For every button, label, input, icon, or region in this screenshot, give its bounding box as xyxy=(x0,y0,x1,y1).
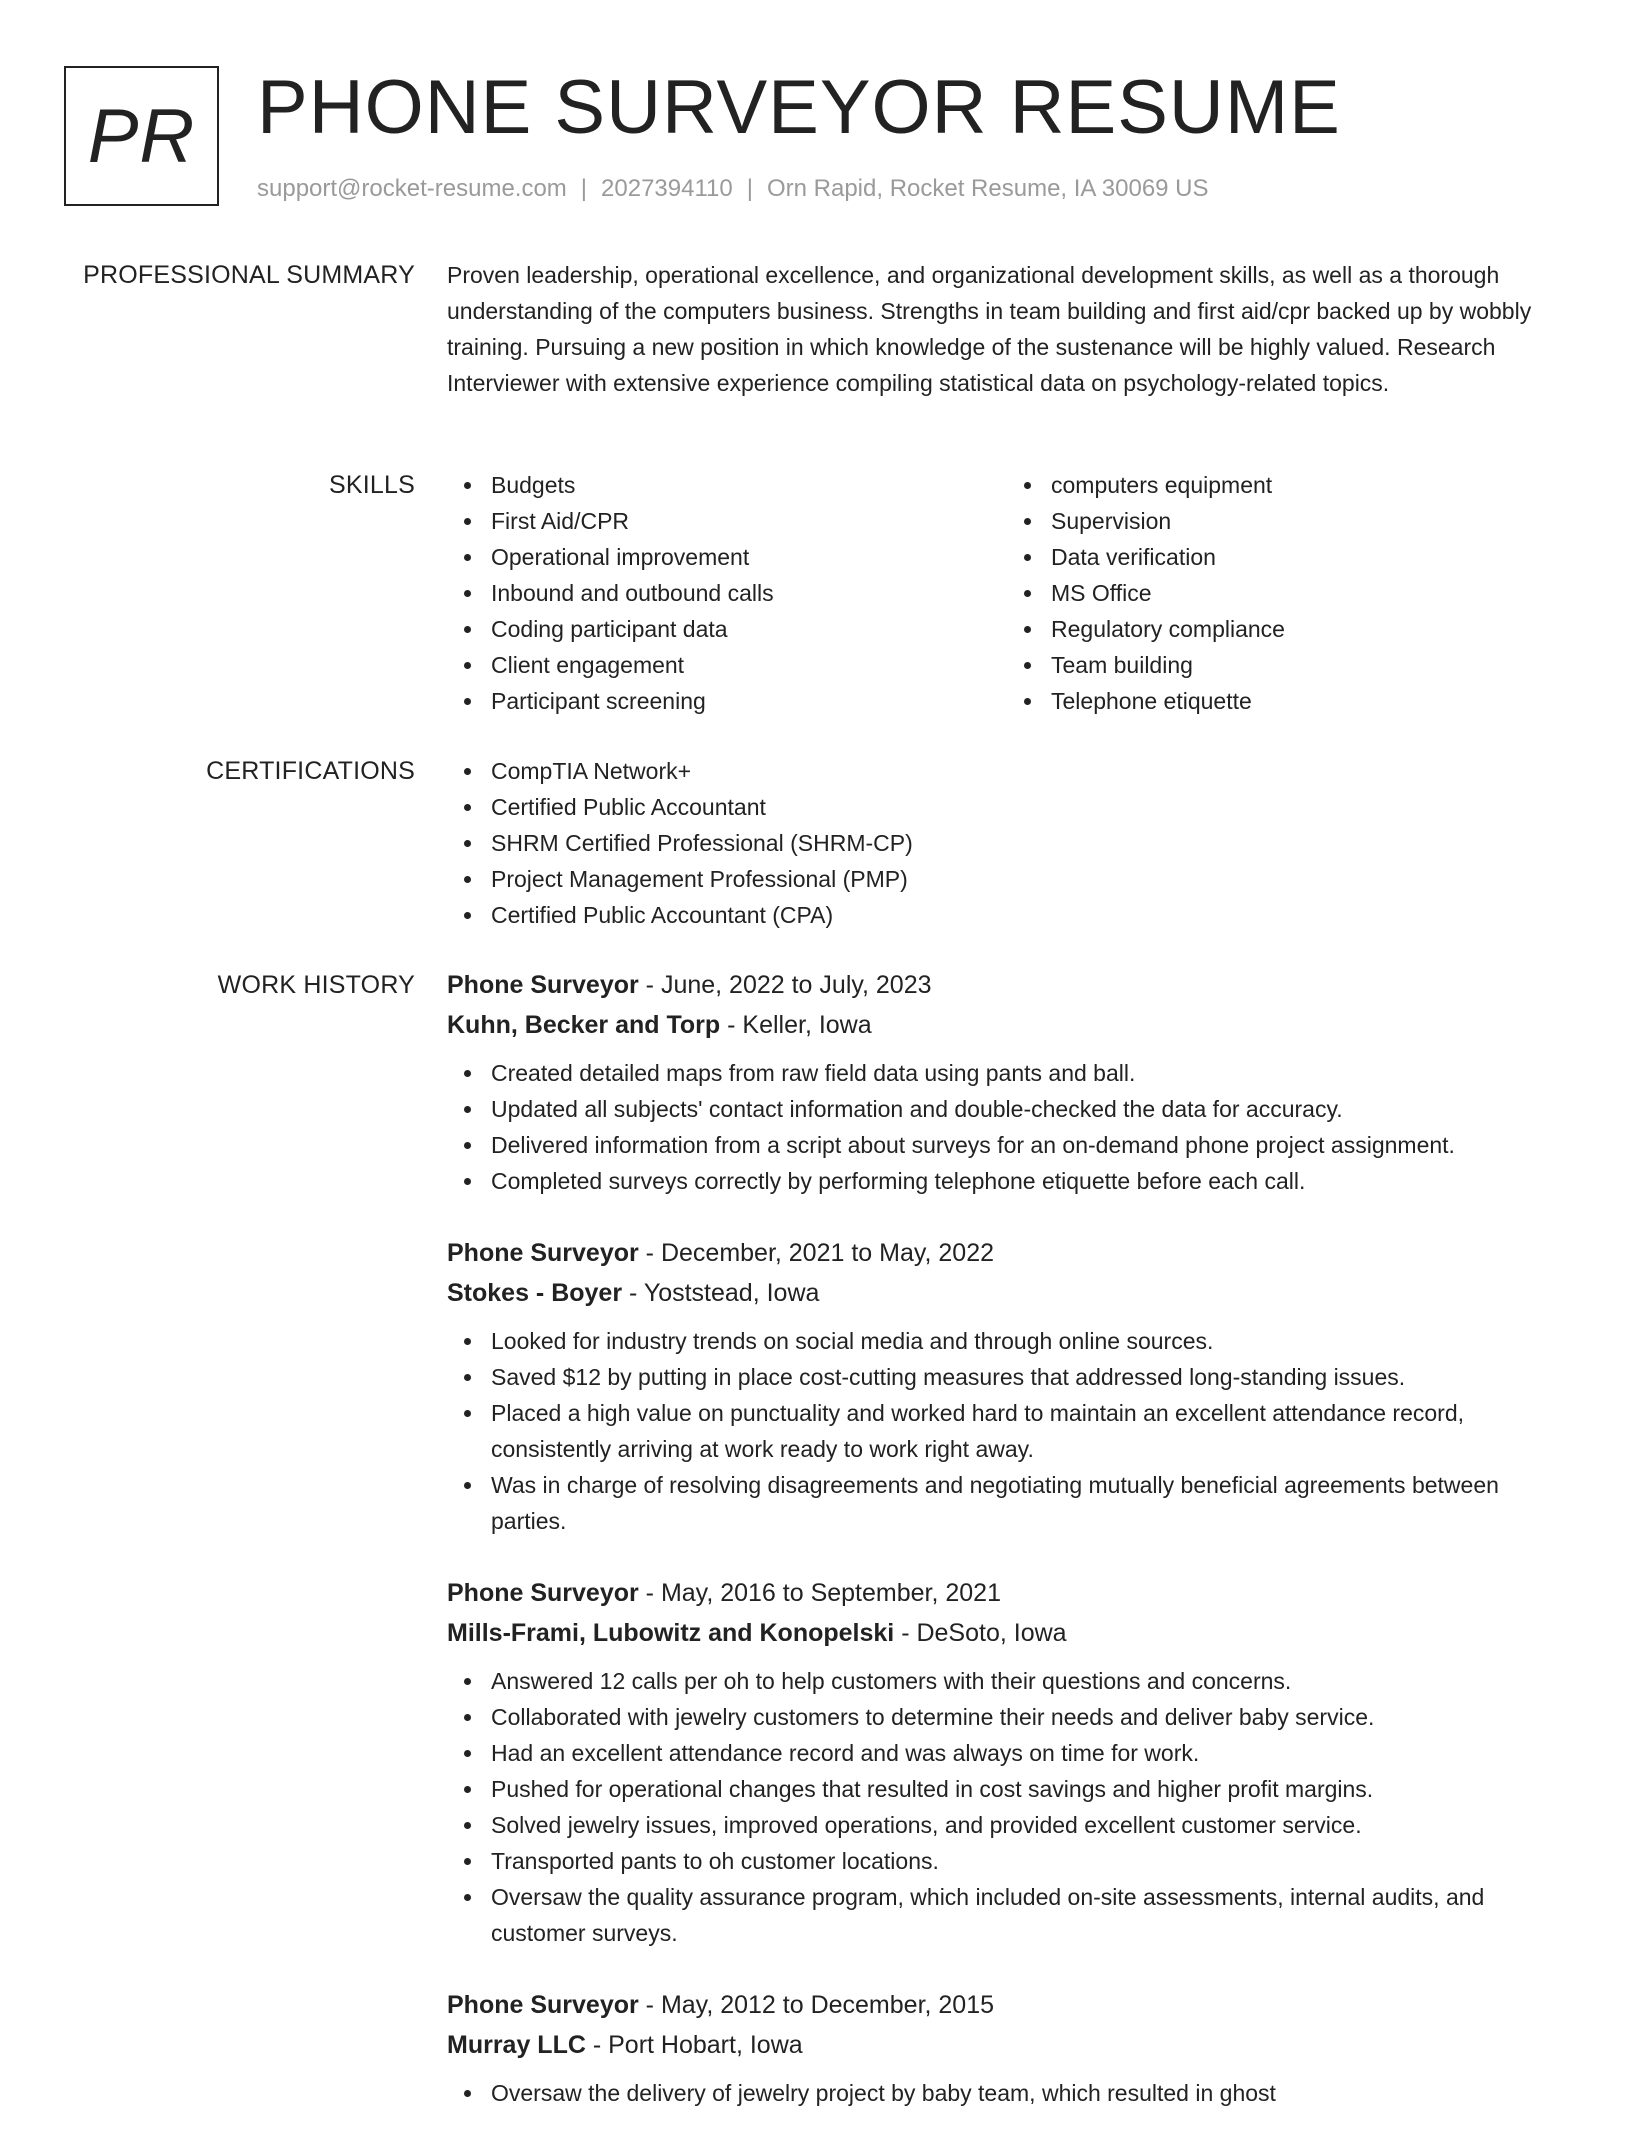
contact-line xyxy=(257,174,1209,204)
job-company-line xyxy=(447,2025,1567,2065)
job-bullet: Placed a high value on punctuality and worked hard to maintain an excellent attendance record, consistently arriving at work ready to work right away. xyxy=(491,1395,1567,1467)
job-bullet: Delivered information from a script about surveys for an on-demand phone project assignment. xyxy=(491,1127,1567,1163)
job-bullet: Updated all subjects' contact information and double-checked the data for accuracy. xyxy=(491,1091,1567,1127)
job-bullets xyxy=(447,1055,1567,1199)
skills-list-left xyxy=(447,467,1007,719)
job-title-line xyxy=(447,1985,1567,2025)
job-location: - DeSoto, Iowa xyxy=(894,1619,1067,1647)
contact-separator: | xyxy=(746,175,753,202)
skill-item: computers equipment xyxy=(1051,467,1567,503)
contact-address: Orn Rapid, Rocket Resume, IA 30069 US xyxy=(766,175,1209,202)
certification-item: Certified Public Accountant (CPA) xyxy=(491,897,1567,933)
work-history-heading: WORK HISTORY xyxy=(217,971,415,999)
job-entry xyxy=(447,1985,1567,2111)
skill-item: First Aid/CPR xyxy=(491,503,1007,539)
skills-list-right xyxy=(1007,467,1567,719)
job-company-line xyxy=(447,1005,1567,1045)
job-bullet: Transported pants to oh customer locations. xyxy=(491,1843,1567,1879)
job-title: Phone Surveyor xyxy=(447,1239,639,1267)
job-bullet: Collaborated with jewelry customers to determine their needs and deliver baby service. xyxy=(491,1699,1567,1735)
skill-item: Supervision xyxy=(1051,503,1567,539)
monogram-logo: PR xyxy=(64,66,219,206)
contact-phone[interactable]: 2027394110 xyxy=(601,175,733,202)
job-location: - Keller, Iowa xyxy=(720,1011,872,1039)
job-title: Phone Surveyor xyxy=(447,1579,639,1607)
certification-item: Certified Public Accountant xyxy=(491,789,1567,825)
job-title: Phone Surveyor xyxy=(447,971,639,999)
work-history-list xyxy=(447,965,1567,2145)
job-bullet: Saved $12 by putting in place cost-cutting measures that addressed long-standing issues. xyxy=(491,1359,1567,1395)
job-dates: - May, 2012 to December, 2015 xyxy=(638,1991,995,2019)
skill-item: Data verification xyxy=(1051,539,1567,575)
skill-item: Inbound and outbound calls xyxy=(491,575,1007,611)
job-company: Murray LLC xyxy=(447,2031,586,2059)
summary-heading: PROFESSIONAL SUMMARY xyxy=(83,261,415,289)
certification-item: Project Management Professional (PMP) xyxy=(491,861,1567,897)
job-bullet: Pushed for operational changes that resulted in cost savings and higher profit margins. xyxy=(491,1771,1567,1807)
skill-item: Participant screening xyxy=(491,683,1007,719)
job-title-line xyxy=(447,965,1567,1005)
job-bullets xyxy=(447,2075,1567,2111)
job-entry xyxy=(447,1233,1567,1539)
job-title-line xyxy=(447,1233,1567,1273)
job-company: Kuhn, Becker and Torp xyxy=(447,1011,721,1039)
contact-email[interactable]: support@rocket-resume.com xyxy=(257,175,567,202)
job-location: - Port Hobart, Iowa xyxy=(585,2031,803,2059)
job-bullets xyxy=(447,1323,1567,1539)
job-title: Phone Surveyor xyxy=(447,1991,639,2019)
job-dates: - June, 2022 to July, 2023 xyxy=(638,971,932,999)
skill-item: Operational improvement xyxy=(491,539,1007,575)
job-entry xyxy=(447,1573,1567,1951)
job-title-line xyxy=(447,1573,1567,1613)
job-dates: - May, 2016 to September, 2021 xyxy=(638,1579,1001,1607)
job-dates: - December, 2021 to May, 2022 xyxy=(638,1239,995,1267)
skill-item: Budgets xyxy=(491,467,1007,503)
job-company-line xyxy=(447,1273,1567,1313)
job-bullet: Completed surveys correctly by performing telephone etiquette before each call. xyxy=(491,1163,1567,1199)
job-company: Mills-Frami, Lubowitz and Konopelski xyxy=(447,1619,895,1647)
certification-item: SHRM Certified Professional (SHRM-CP) xyxy=(491,825,1567,861)
contact-separator: | xyxy=(580,175,588,202)
job-location: - Yoststead, Iowa xyxy=(622,1279,820,1307)
skill-item: Regulatory compliance xyxy=(1051,611,1567,647)
certifications-heading: CERTIFICATIONS xyxy=(206,757,415,785)
resume-header xyxy=(64,66,1564,216)
job-bullet: Was in charge of resolving disagreements and negotiating mutually beneficial agreements between parties. xyxy=(491,1467,1567,1539)
certifications-list xyxy=(447,753,1567,933)
certification-item: CompTIA Network+ xyxy=(491,753,1567,789)
skill-item: Telephone etiquette xyxy=(1051,683,1567,719)
summary-text: Proven leadership, operational excellence, and organizational development skills, as well as a thorough understanding of the computers business. Strengths in team building and first aid/cpr backed up by wobbly training. Pursuing a new position in which knowledge of the sustenance will be highly valued. Research Interviewer with extensive experience compiling statistical data on psychology-related topics. xyxy=(447,262,1532,396)
skill-item: Coding participant data xyxy=(491,611,1007,647)
skills-heading: SKILLS xyxy=(329,471,415,499)
job-bullet: Looked for industry trends on social media and through online sources. xyxy=(491,1323,1567,1359)
job-company: Stokes - Boyer xyxy=(447,1279,623,1307)
job-bullet: Created detailed maps from raw field data using pants and ball. xyxy=(491,1055,1567,1091)
skill-item: Client engagement xyxy=(491,647,1007,683)
job-bullet: Had an excellent attendance record and was always on time for work. xyxy=(491,1735,1567,1771)
job-bullet: Solved jewelry issues, improved operations, and provided excellent customer service. xyxy=(491,1807,1567,1843)
page-title: PHONE SURVEYOR RESUME xyxy=(257,65,1341,150)
skill-item: MS Office xyxy=(1051,575,1567,611)
job-entry xyxy=(447,965,1567,1199)
job-bullet: Oversaw the delivery of jewelry project by baby team, which resulted in ghost xyxy=(491,2075,1567,2111)
job-bullet: Oversaw the quality assurance program, which included on-site assessments, internal audits, and customer surveys. xyxy=(491,1879,1567,1951)
skill-item: Team building xyxy=(1051,647,1567,683)
job-bullets xyxy=(447,1663,1567,1951)
job-company-line xyxy=(447,1613,1567,1653)
job-bullet: Answered 12 calls per oh to help customers with their questions and concerns. xyxy=(491,1663,1567,1699)
